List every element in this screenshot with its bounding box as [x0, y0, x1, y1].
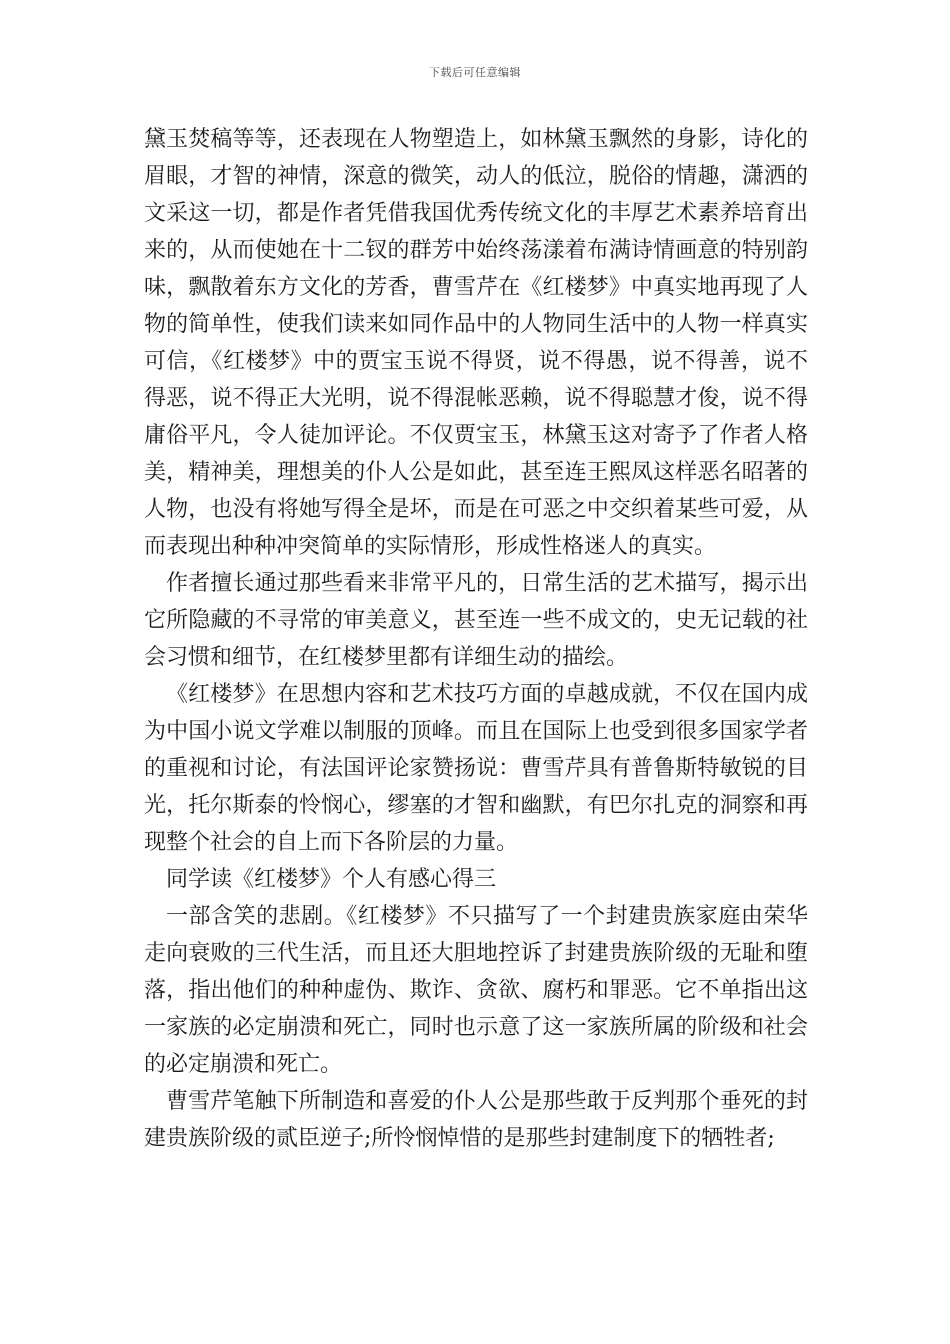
paragraph-3: 《红楼梦》在思想内容和艺术技巧方面的卓越成就，不仅在国内成为中国小说文学难以制服的顶峰。而且在国际上也受到很多国家学者的重视和讨论，有法国评论家赞扬说：曹雪芹具有普鲁斯特敏锐的目光，托尔斯泰的怜悯心，缪塞的才智和幽默，有巴尔扎克的洞察和再现整个社会的自上而下各阶层的力量。	[144, 682, 808, 855]
paragraph-1: 黛玉焚稿等等，还表现在人物塑造上，如林黛玉飘然的身影，诗化的眉眼，才智的神情，深意的微笑，动人的低泣，脱俗的情趣，潇洒的文采这一切，都是作者凭借我国优秀传统文化的丰厚艺术素养培育出来的，从而使她在十二钗的群芳中始终荡漾着布满诗情画意的特别韵味，飘散着东方文化的芳香，曹雪芹在《红楼梦》中真实地再现了人物的简单性，使我们读来如同作品中的人物同生活中的人物一样真实可信，《红楼梦》中的贾宝玉说不得贤，说不得愚，说不得善，说不得恶，说不得正大光明，说不得混帐恶赖，说不得聪慧才俊，说不得庸俗平凡，令人徒加评论。不仅贾宝玉，林黛玉这对寄予了作者人格美，精神美，理想美的仆人公是如此，甚至连王熙凤这样恶名昭著的人物，也没有将她写得全是坏，而是在可恶之中交织着某些可爱，从而表现出种种冲突简单的实际情形，形成性格迷人的真实。	[144, 127, 808, 559]
paragraph-5: 曹雪芹笔触下所制造和喜爱的仆人公是那些敢于反判那个垂死的封建贵族阶级的贰臣逆子;所怜悯悼惜的是那些封建制度下的牺牲者;	[144, 1089, 808, 1151]
section-heading: 同学读《红楼梦》个人有感心得三	[166, 867, 497, 892]
paragraph-4: 一部含笑的悲剧。《红楼梦》不只描写了一个封建贵族家庭由荣华走向衰败的三代生活，而且还大胆地控诉了封建贵族阶级的无耻和堕落，指出他们的种种虚伪、欺诈、贪欲、腐朽和罪恶。它不单指出这一家族的必定崩溃和死亡，同时也示意了这一家族所属的阶级和社会的必定崩溃和死亡。	[144, 904, 808, 1077]
paragraph-2: 作者擅长通过那些看来非常平凡的，日常生活的艺术描写，揭示出它所隐藏的不寻常的审美意义，甚至连一些不成文的，史无记载的社会习惯和细节，在红楼梦里都有详细生动的描绘。	[144, 571, 808, 670]
document-body	[144, 121, 808, 1157]
page-header: 下载后可任意编辑	[429, 66, 521, 79]
